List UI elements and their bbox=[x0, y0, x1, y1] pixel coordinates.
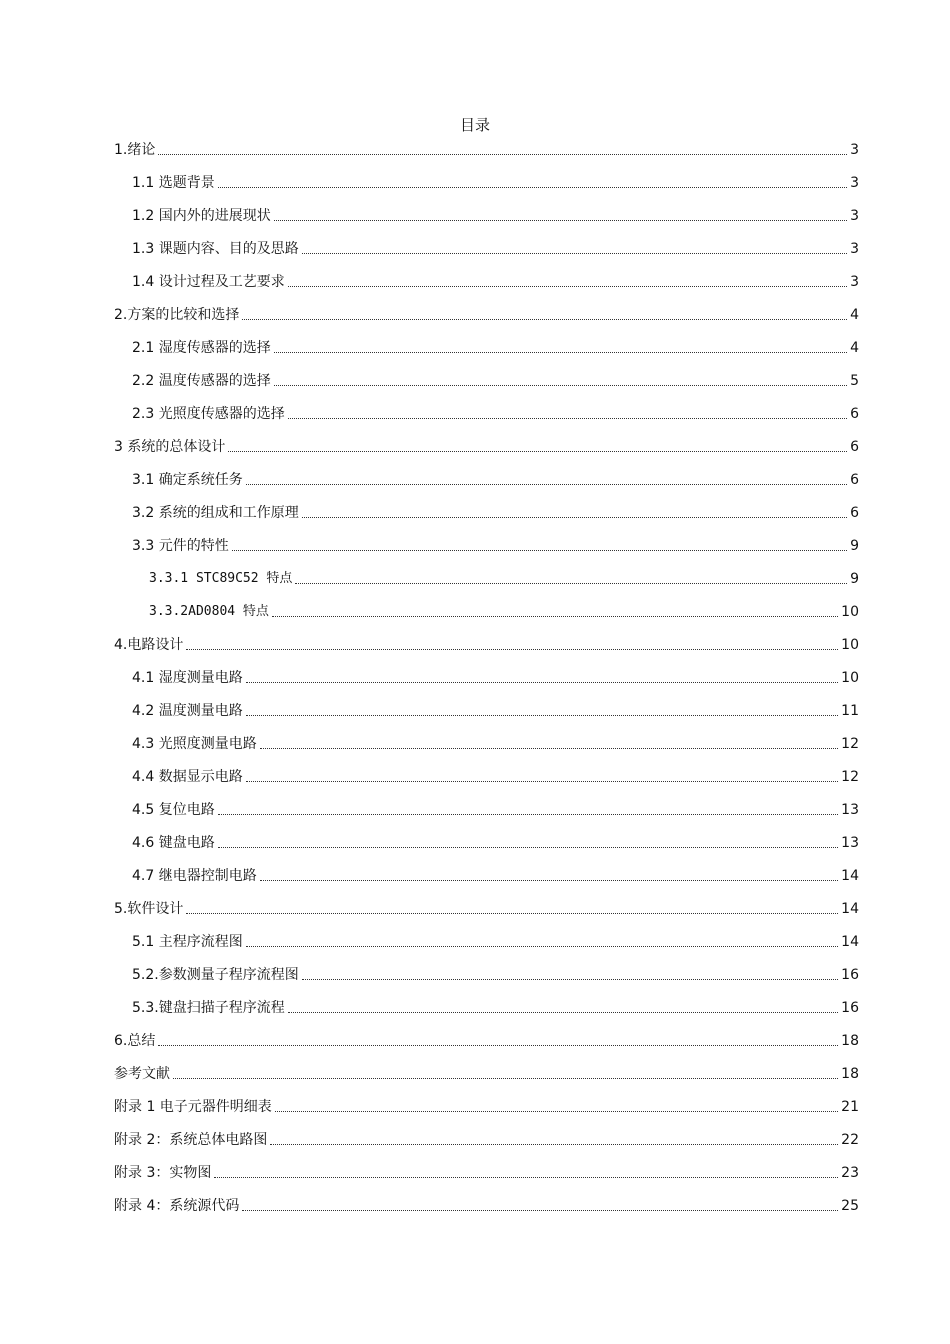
toc-entry-label: 5.3.键盘扫描子程序流程 bbox=[132, 1000, 285, 1016]
toc-entry-page: 3 bbox=[850, 175, 859, 191]
toc-entry-page: 4 bbox=[850, 307, 859, 323]
toc-entry-label: 4.5 复位电路 bbox=[132, 802, 215, 818]
dot-leader bbox=[218, 187, 847, 188]
toc-entry-1-4[interactable] bbox=[132, 269, 859, 291]
toc-entry-label: 1.绪论 bbox=[114, 142, 156, 158]
toc-entry-3-3-1[interactable] bbox=[149, 566, 859, 588]
dot-leader bbox=[173, 1078, 838, 1079]
toc-entry-page: 4 bbox=[850, 340, 859, 356]
toc-entry-page: 14 bbox=[841, 868, 859, 884]
dot-leader bbox=[218, 847, 838, 848]
toc-entry-5-2[interactable] bbox=[132, 962, 859, 984]
toc-entry-label: 5.2.参数测量子程序流程图 bbox=[132, 967, 299, 983]
dot-leader bbox=[246, 484, 847, 485]
toc-entry-1-1[interactable] bbox=[132, 170, 859, 192]
toc-entry-page: 3 bbox=[850, 142, 859, 158]
toc-entry-page: 6 bbox=[850, 406, 859, 422]
toc-entry-label: 1.2 国内外的进展现状 bbox=[132, 208, 271, 224]
toc-entry-label: 1.3 课题内容、目的及思路 bbox=[132, 241, 299, 257]
toc-entry-page: 14 bbox=[841, 934, 859, 950]
toc-entry-2-1[interactable] bbox=[132, 335, 859, 357]
toc-entry-4-1[interactable] bbox=[132, 665, 859, 687]
toc-entry-1-2[interactable] bbox=[132, 203, 859, 225]
toc-entry-4-5[interactable] bbox=[132, 797, 859, 819]
dot-leader bbox=[246, 715, 838, 716]
toc-entry-6[interactable] bbox=[114, 1028, 859, 1050]
toc-entry-page: 11 bbox=[841, 703, 859, 719]
toc-entry-2[interactable] bbox=[114, 302, 859, 324]
dot-leader bbox=[158, 1045, 838, 1046]
toc-entry-label: 2.方案的比较和选择 bbox=[114, 307, 240, 323]
toc-entry-label: 1.4 设计过程及工艺要求 bbox=[132, 274, 285, 290]
dot-leader bbox=[158, 154, 847, 155]
toc-entry-label: 5.1 主程序流程图 bbox=[132, 934, 243, 950]
toc-entry-label: 附录 2：系统总体电路图 bbox=[114, 1132, 268, 1148]
toc-entry-label: 参考文献 bbox=[114, 1066, 170, 1082]
toc-entry-appendix-2[interactable] bbox=[114, 1127, 859, 1149]
toc-entry-4-3[interactable] bbox=[132, 731, 859, 753]
toc-entry-1-3[interactable] bbox=[132, 236, 859, 258]
toc-entry-5-1[interactable] bbox=[132, 929, 859, 951]
toc-entry-page: 10 bbox=[841, 670, 859, 686]
toc-entry-page: 5 bbox=[850, 373, 859, 389]
dot-leader bbox=[242, 319, 847, 320]
dot-leader bbox=[272, 616, 838, 617]
dot-leader bbox=[242, 1210, 838, 1211]
toc-entry-page: 10 bbox=[841, 637, 859, 653]
toc-entry-page: 22 bbox=[841, 1132, 859, 1148]
dot-leader bbox=[270, 1144, 838, 1145]
dot-leader bbox=[288, 1012, 838, 1013]
toc-entry-label: 3.2 系统的组成和工作原理 bbox=[132, 505, 299, 521]
dot-leader bbox=[275, 1111, 838, 1112]
toc-entry-page: 21 bbox=[841, 1099, 859, 1115]
toc-entry-appendix-1[interactable] bbox=[114, 1094, 859, 1116]
toc-entry-references[interactable] bbox=[114, 1061, 859, 1083]
dot-leader bbox=[214, 1177, 838, 1178]
toc-entry-label: 5.软件设计 bbox=[114, 901, 184, 917]
toc-entry-4-2[interactable] bbox=[132, 698, 859, 720]
toc-entry-label: 附录 1 电子元器件明细表 bbox=[114, 1099, 272, 1115]
toc-entry-label: 附录 3：实物图 bbox=[114, 1165, 212, 1181]
toc-entry-3-3-2[interactable] bbox=[149, 599, 859, 621]
toc-entry-label: 4.电路设计 bbox=[114, 637, 184, 653]
toc-entry-page: 10 bbox=[841, 604, 859, 620]
toc-entry-page: 12 bbox=[841, 769, 859, 785]
dot-leader bbox=[302, 253, 847, 254]
toc-entry-label: 2.1 湿度传感器的选择 bbox=[132, 340, 271, 356]
toc-entry-appendix-4[interactable] bbox=[114, 1193, 859, 1215]
dot-leader bbox=[274, 352, 847, 353]
dot-leader bbox=[228, 451, 847, 452]
toc-entry-label: 4.2 温度测量电路 bbox=[132, 703, 243, 719]
toc-entry-label: 2.2 温度传感器的选择 bbox=[132, 373, 271, 389]
dot-leader bbox=[186, 649, 838, 650]
toc-entry-page: 9 bbox=[850, 538, 859, 554]
toc-entry-page: 14 bbox=[841, 901, 859, 917]
toc-entry-page: 13 bbox=[841, 802, 859, 818]
toc-entry-page: 13 bbox=[841, 835, 859, 851]
toc-entry-appendix-3[interactable] bbox=[114, 1160, 859, 1182]
dot-leader bbox=[288, 286, 847, 287]
toc-entry-label: 附录 4：系统源代码 bbox=[114, 1198, 240, 1214]
toc-entry-2-2[interactable] bbox=[132, 368, 859, 390]
toc-entry-label: 1.1 选题背景 bbox=[132, 175, 215, 191]
toc-entry-label: 4.3 光照度测量电路 bbox=[132, 736, 257, 752]
toc-entry-label: 3.3.2AD0804 特点 bbox=[149, 604, 269, 619]
toc-entry-2-3[interactable] bbox=[132, 401, 859, 423]
toc-entry-page: 3 bbox=[850, 274, 859, 290]
toc-entry-4-7[interactable] bbox=[132, 863, 859, 885]
toc-entry-4-6[interactable] bbox=[132, 830, 859, 852]
toc-entry-page: 3 bbox=[850, 208, 859, 224]
toc-entry-page: 6 bbox=[850, 505, 859, 521]
toc-entry-label: 3.3.1 STC89C52 特点 bbox=[149, 571, 293, 586]
dot-leader bbox=[295, 583, 847, 584]
toc-entry-label: 3.1 确定系统任务 bbox=[132, 472, 243, 488]
toc-entry-label: 2.3 光照度传感器的选择 bbox=[132, 406, 285, 422]
toc-entry-label: 6.总结 bbox=[114, 1033, 156, 1049]
dot-leader bbox=[186, 913, 838, 914]
dot-leader bbox=[260, 748, 838, 749]
toc-entry-1[interactable] bbox=[114, 137, 859, 159]
toc-entry-5[interactable] bbox=[114, 896, 859, 918]
dot-leader bbox=[246, 781, 838, 782]
dot-leader bbox=[260, 880, 838, 881]
toc-entry-3-1[interactable] bbox=[132, 467, 859, 489]
toc-entry-page: 6 bbox=[850, 472, 859, 488]
toc-entry-3-3[interactable] bbox=[132, 533, 859, 555]
dot-leader bbox=[302, 979, 838, 980]
toc-entry-label: 4.1 湿度测量电路 bbox=[132, 670, 243, 686]
toc-entry-page: 6 bbox=[850, 439, 859, 455]
dot-leader bbox=[274, 220, 847, 221]
dot-leader bbox=[218, 814, 838, 815]
toc-entry-page: 25 bbox=[841, 1198, 859, 1214]
toc-entry-page: 16 bbox=[841, 1000, 859, 1016]
dot-leader bbox=[246, 946, 838, 947]
dot-leader bbox=[246, 682, 838, 683]
toc-entry-page: 18 bbox=[841, 1066, 859, 1082]
toc-entry-page: 16 bbox=[841, 967, 859, 983]
toc-entry-4-4[interactable] bbox=[132, 764, 859, 786]
toc-entry-label: 4.7 继电器控制电路 bbox=[132, 868, 257, 884]
toc-title: 目录 bbox=[459, 116, 490, 134]
toc-entry-page: 9 bbox=[850, 571, 859, 587]
toc-entry-page: 12 bbox=[841, 736, 859, 752]
dot-leader bbox=[232, 550, 847, 551]
toc-entry-5-3[interactable] bbox=[132, 995, 859, 1017]
toc-entry-page: 23 bbox=[841, 1165, 859, 1181]
toc-entry-4[interactable] bbox=[114, 632, 859, 654]
toc-entry-page: 18 bbox=[841, 1033, 859, 1049]
dot-leader bbox=[288, 418, 847, 419]
dot-leader bbox=[302, 517, 847, 518]
toc-entry-label: 3 系统的总体设计 bbox=[114, 439, 226, 455]
toc-entry-3[interactable] bbox=[114, 434, 859, 456]
dot-leader bbox=[274, 385, 847, 386]
toc-entry-3-2[interactable] bbox=[132, 500, 859, 522]
toc-entry-page: 3 bbox=[850, 241, 859, 257]
toc-entry-label: 4.6 键盘电路 bbox=[132, 835, 215, 851]
toc-entry-label: 4.4 数据显示电路 bbox=[132, 769, 243, 785]
toc-entry-label: 3.3 元件的特性 bbox=[132, 538, 229, 554]
